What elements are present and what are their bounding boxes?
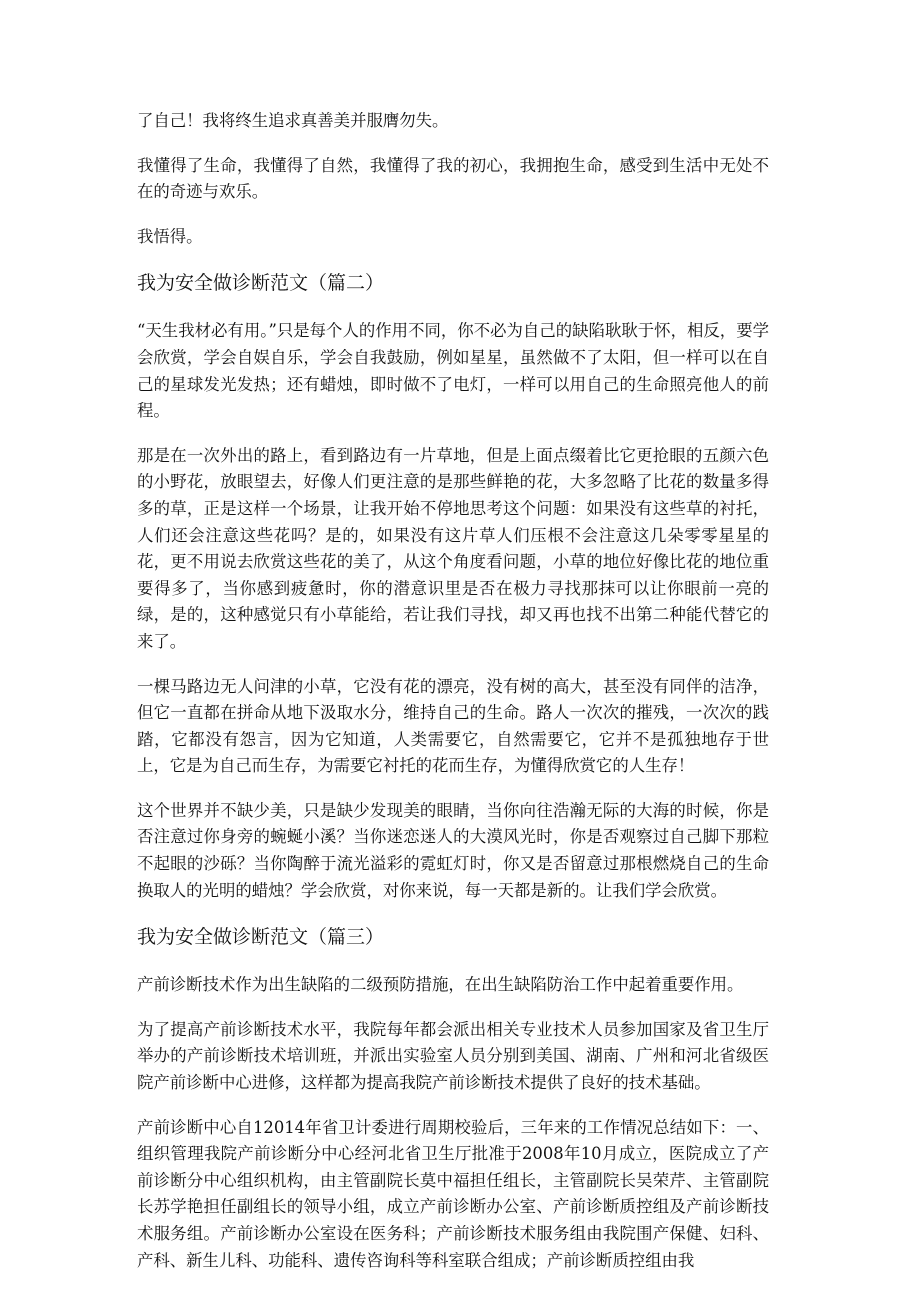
section-heading: 我为安全做诊断范文（篇三） [137,926,385,949]
paragraph: 这个世界并不缺少美，只是缺少发现美的眼睛，当你向往浩瀚无际的大海的时候，你是否注意过你身旁的蜿蜒小溪？当你迷恋迷人的大漠风光时，你是否观察过自己脚下那粒不起眼的沙砾？当你陶醉于流光溢彩的霓虹灯时，你又是否留意过那根燃烧自己的生命换取人的光明的蜡烛？学会欣赏，对你来说，每一天都是新的。让我们学会欣赏。 [137,800,769,900]
paragraph: 产前诊断技术作为出生缺陷的二级预防措施，在出生缺陷防治工作中起着重要作用。 [137,975,744,995]
paragraph: 我悟得。 [137,226,203,246]
paragraph: 那是在一次外出的路上，看到路边有一片草地，但是上面点缀着比它更抢眼的五颜六色的小野花，放眼望去，好像人们更注意的是那些鲜艳的花，大多忽略了比花的数量多得多的草，正是这样一个场景，让我开始不停地思考这个问题：如果没有这些草的衬托，人们还会注意这些花吗？是的，如果没有这片草人们压根不会注意这几朵零零星星的花，更不用说去欣赏这些花的美了，从这个角度看问题，小草的地位好像比花的地位重要得多了，当你感到疲惫时，你的潜意识里是否在极力寻找那抹可以让你眼前一亮的绿，是的，这种感觉只有小草能给，若让我们寻找，却又再也找不出第二种能代替它的来了。 [137,445,769,651]
paragraph: 了自己！我将终生追求真善美并服膺勿失。 [137,111,449,130]
paragraph: 为了提高产前诊断技术水平，我院每年都会派出相关专业技术人员参加国家及省卫生厅举办的产前诊断技术培训班，并派出实验室人员分别到美国、湖南、广州和河北省级医院产前诊断中心进修，这样都为提高我院产前诊断技术提供了良好的技术基础。 [137,1019,769,1093]
paragraph: 我懂得了生命，我懂得了自然，我懂得了我的初心，我拥抱生命，感受到生活中无处不在的奇迹与欢乐。 [137,155,769,202]
paragraph: 一棵马路边无人问津的小草，它没有花的漂亮，没有树的高大，甚至没有同伴的洁净，但它一直都在拼命从地下汲取水分，维持自己的生命。路人一次次的摧残，一次次的践踏，它都没有怨言，因为它知道，人类需要它，自然需要它，它并不是孤独地存于世上，它是为自己而生存，为需要它衬托的花而生存，为懂得欣赏它的人生存！ [137,676,769,776]
section-heading: 我为安全做诊断范文（篇二） [137,272,385,295]
document-page [137,108,769,1274]
paragraph: “天生我材必有用。”只是每个人的作用不同，你不必为自己的缺陷耿耿于怀，相反，要学会欣赏，学会自娱自乐，学会自我鼓励，例如星星，虽然做不了太阳，但一样可以在自己的星球发光发热；还有蜡烛，即时做不了电灯，一样可以用自己的生命照亮他人的前程。 [137,321,769,421]
paragraph: 产前诊断中心自12014年省卫计委进行周期校验后，三年来的工作情况总结如下：一、组织管理我院产前诊断分中心经河北省卫生厅批准于2008年10月成立，医院成立了产前诊断分中心组织机构，由主管副院长莫中福担任组长，主管副院长吴荣芹、主管副院长苏学艳担任副组长的领导小组，成立产前诊断办公室、产前诊断质控组及产前诊断技术服务组。产前诊断办公室设在医务科；产前诊断技术服务组由我院围产保健、妇科、产科、新生儿科、功能科、遗传咨询科等科室联合组成；产前诊断质控组由我 [137,1117,769,1270]
